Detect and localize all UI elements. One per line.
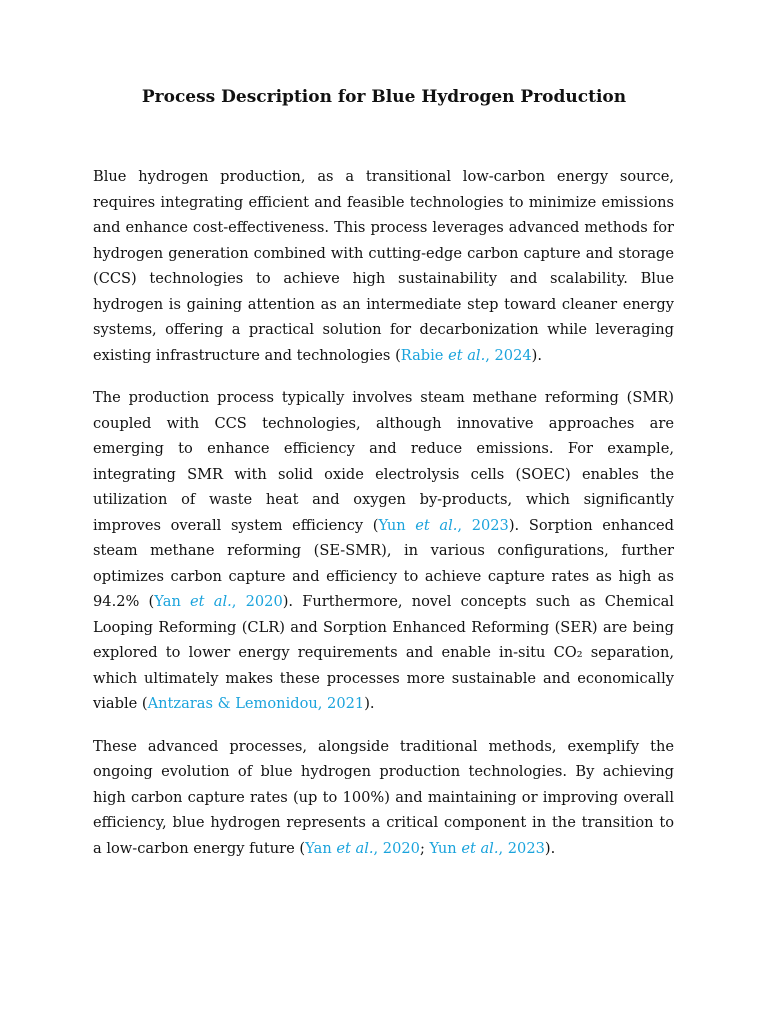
- citation-year: , 2023: [498, 839, 545, 857]
- citation-link[interactable]: [401, 347, 532, 364]
- paragraph-text: Blue hydrogen production, as a transitional low-carbon energy source, requires integrating efficient and feasible technologies to minimize emissions and enhance cost-effectiveness. This process leverages advanced methods for hydrogen generation combined with cutting-edge carbon capture and storage (CCS) technologies to achieve high sustainability and scalability. Blue hydrogen is gaining attention as an intermediate step toward cleaner energy systems, offering a practical solution for decarbonization while leveraging existing infrastructure and technologies (: [93, 168, 674, 364]
- citation-link[interactable]: [378, 517, 508, 534]
- citation-etal: et al.: [190, 593, 232, 610]
- citation-etal: et al.: [415, 516, 458, 534]
- citation-year: , 2020: [373, 839, 420, 857]
- paragraph-text: ). Furthermore, novel concepts such as Chemical Looping Reforming (CLR) and Sorption Enhanced Reforming (SER) are being explored to lower energy requirements and enable in-situ CO₂ separation, which ultimately makes these processes more sustainable and economically viable (: [93, 593, 674, 712]
- paragraph-text: ).: [544, 839, 556, 857]
- paragraph-1: [93, 164, 674, 368]
- citation-author: Yan: [154, 593, 191, 610]
- citation-link[interactable]: Antzaras & Lemonidou, 2021: [147, 695, 365, 712]
- citation-link[interactable]: [154, 593, 282, 610]
- citation-year: , 2020: [231, 593, 283, 610]
- paragraph-text: ).: [364, 695, 375, 712]
- paragraph-3: [93, 734, 674, 862]
- document-body: [93, 164, 674, 878]
- citation-author: Yun: [429, 839, 462, 857]
- citation-year: , 2024: [485, 346, 532, 364]
- paragraph-2: [93, 385, 674, 717]
- citation-etal: et al.: [461, 839, 499, 857]
- document-title: Process Description for Blue Hydrogen Production: [141, 87, 627, 107]
- citation-year: , 2023: [457, 516, 509, 534]
- paragraph-text: These advanced processes, alongside traditional methods, exemplify the ongoing evolution of blue hydrogen production technologies. By achieving high carbon capture rates (up to 100%) and maintaining or improving overall efficiency, blue hydrogen represents a critical component in the transition to a low-carbon energy future (: [93, 737, 674, 857]
- citation-link[interactable]: [430, 840, 545, 857]
- paragraph-text: ;: [419, 839, 430, 857]
- paragraph-text: The production process typically involves steam methane reforming (SMR) coupled with CCS technologies, although innovative approaches are emerging to enhance efficiency and reduce emissions. For example, integrating SMR with solid oxide electrolysis cells (SOEC) enables the utilization of waste heat and oxygen by-products, which significantly improves overall system efficiency (: [93, 389, 674, 534]
- citation-author: Yun: [378, 516, 416, 534]
- citation-etal: et al.: [336, 839, 374, 857]
- citation-author: Rabie: [400, 346, 449, 364]
- citation-etal: et al.: [448, 346, 486, 364]
- citation-link[interactable]: [305, 840, 420, 857]
- paragraph-text: ). Sorption enhanced steam methane reforming (SE-SMR), in various configurations, further optimizes carbon capture and efficiency to achieve capture rates as high as 94.2% (: [93, 516, 674, 610]
- citation-author: Yan: [305, 839, 337, 857]
- paragraph-text: ).: [531, 346, 542, 364]
